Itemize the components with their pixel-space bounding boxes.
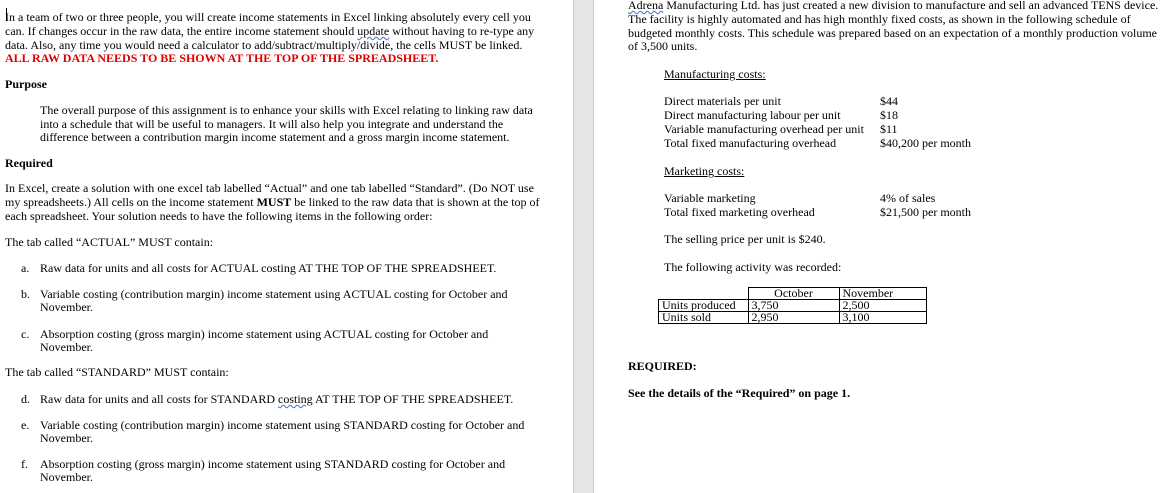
list-item-d-pre: Raw data for units and all costs for STANDARD — [40, 392, 279, 406]
cost-label-variable-marketing: Variable marketing — [664, 191, 756, 205]
list-marker-b: b. — [21, 287, 30, 301]
intro-line-2-text: can. If changes occur in the raw data, the entire income statement should — [5, 24, 358, 38]
list-item-f-line-2: November. — [40, 470, 93, 484]
purpose-line-3: difference between a contribution margin income statement and a gross margin income statement. — [40, 130, 510, 144]
list-item-e-line-1: Variable costing (contribution margin) income statement using STANDARD costing for October and — [40, 418, 525, 432]
marketing-costs-heading: Marketing costs: — [664, 164, 745, 178]
required-caps-heading: REQUIRED: — [628, 359, 697, 373]
cost-label-direct-materials: Direct materials per unit — [664, 94, 781, 108]
list-item-f-line-1: Absorption costing (gross margin) income statement using STANDARD costing for October and — [40, 457, 506, 471]
list-item-a: Raw data for units and all costs for ACTUAL costing AT THE TOP OF THE SPREADSHEET. — [40, 261, 497, 275]
cost-label-fixed-overhead: Total fixed manufacturing overhead — [664, 136, 837, 150]
list-marker-d: d. — [21, 392, 30, 406]
company-intro-line-2: The facility is highly automated and has high monthly fixed costs, as shown in the following schedule of — [628, 12, 1131, 26]
selling-price-text: The selling price per unit is $240. — [664, 232, 826, 246]
activity-intro-text: The following activity was recorded: — [664, 260, 842, 274]
table-cell-units-produced-november: 2,500 — [839, 300, 926, 312]
actual-tab-heading: The tab called “ACTUAL” MUST contain: — [5, 235, 214, 249]
table-row — [659, 312, 927, 324]
table-cell-units-sold-label: Units sold — [659, 312, 749, 324]
cost-value-direct-materials: $44 — [880, 94, 898, 108]
list-item-b-line-1: Variable costing (contribution margin) income statement using ACTUAL costing for October and — [40, 287, 508, 301]
table-cell-units-sold-october: 2,950 — [748, 312, 839, 324]
purpose-line-1: The overall purpose of this assignment is to enhance your skills with Excel relating to linking raw data — [40, 103, 533, 117]
activity-table — [658, 287, 927, 324]
required-heading: Required — [5, 156, 53, 170]
table-header-november: November — [839, 288, 926, 300]
list-item-d-post: AT THE TOP OF THE SPREADSHEET. — [312, 392, 514, 406]
spellcheck-flag-update[interactable]: update — [357, 24, 390, 38]
table-cell-units-produced-october: 3,750 — [748, 300, 839, 312]
required-line-3: each spreadsheet. Your solution needs to have the following items in the following order: — [5, 209, 433, 223]
table-cell-units-sold-november: 3,100 — [839, 312, 926, 324]
company-intro-line-3: budgeted monthly costs. This schedule was prepared based on an expectation of a monthly production volume — [628, 26, 1157, 40]
list-marker-c: c. — [21, 327, 30, 341]
required-line-2-b: be linked to the raw data that is shown at the top of — [291, 195, 540, 209]
list-marker-e: e. — [21, 418, 30, 432]
cost-value-fixed-overhead: $40,200 per month — [880, 136, 971, 150]
cost-label-direct-labour: Direct manufacturing labour per unit — [664, 108, 841, 122]
intro-line-2 — [5, 25, 534, 37]
company-intro-line-1 — [628, 0, 1158, 11]
left-document-page — [0, 0, 573, 493]
purpose-line-2: into a schedule that will be useful to managers. It will also help you integrate and understand the — [40, 117, 504, 131]
list-item-c-line-2: November. — [40, 340, 93, 354]
raw-data-warning: ALL RAW DATA NEEDS TO BE SHOWN AT THE TOP OF THE SPREADSHEET. — [5, 51, 439, 65]
list-item-d — [40, 393, 513, 405]
required-must-emphasis: MUST — [256, 195, 292, 209]
required-line-2-a: my spreadsheets.) All cells on the income statement — [5, 195, 257, 209]
right-document-page — [594, 0, 1168, 493]
cost-value-direct-labour: $18 — [880, 108, 898, 122]
spellcheck-flag-adrena[interactable]: Adrena — [628, 0, 664, 12]
required-note: See the details of the “Required” on page 1. — [628, 386, 851, 400]
required-line-1: In Excel, create a solution with one excel tab labelled “Actual” and one tab labelled “Standard”. (Do NOT use — [5, 181, 534, 195]
list-marker-f: f. — [21, 457, 28, 471]
company-intro-line-4: of 3,500 units. — [628, 39, 698, 53]
spellcheck-flag-costing[interactable]: costing — [278, 392, 313, 406]
list-item-c-line-1: Absorption costing (gross margin) income statement using ACTUAL costing for October and — [40, 327, 489, 341]
company-intro-line-1-text: Manufacturing Ltd. has just created a new division to manufacture and sell an advanced TENS device. — [663, 0, 1159, 12]
intro-line-2-tail: without having to re-type any — [389, 24, 535, 38]
cost-label-fixed-marketing: Total fixed marketing overhead — [664, 205, 815, 219]
intro-line-3: data. Also, any time you would need a calculator to add/subtract/multiply/divide, the cells MUST be linked. — [5, 38, 523, 52]
cost-label-variable-overhead: Variable manufacturing overhead per unit — [664, 122, 864, 136]
intro-line-1: In a team of two or three people, you will create income statements in Excel linking absolutely every cell you — [5, 10, 531, 24]
standard-tab-heading: The tab called “STANDARD” MUST contain: — [5, 365, 229, 379]
list-item-e-line-2: November. — [40, 431, 93, 445]
manufacturing-costs-heading: Manufacturing costs: — [664, 67, 766, 81]
table-header-october: October — [748, 288, 839, 300]
cost-value-variable-marketing: 4% of sales — [880, 191, 936, 205]
table-cell-units-produced-label: Units produced — [659, 300, 749, 312]
purpose-heading: Purpose — [5, 77, 47, 91]
required-line-2 — [5, 196, 540, 208]
cost-value-variable-overhead: $11 — [880, 122, 898, 136]
list-marker-a: a. — [21, 261, 30, 275]
cost-value-fixed-marketing: $21,500 per month — [880, 205, 971, 219]
page-gutter — [573, 0, 594, 493]
list-item-b-line-2: November. — [40, 300, 93, 314]
